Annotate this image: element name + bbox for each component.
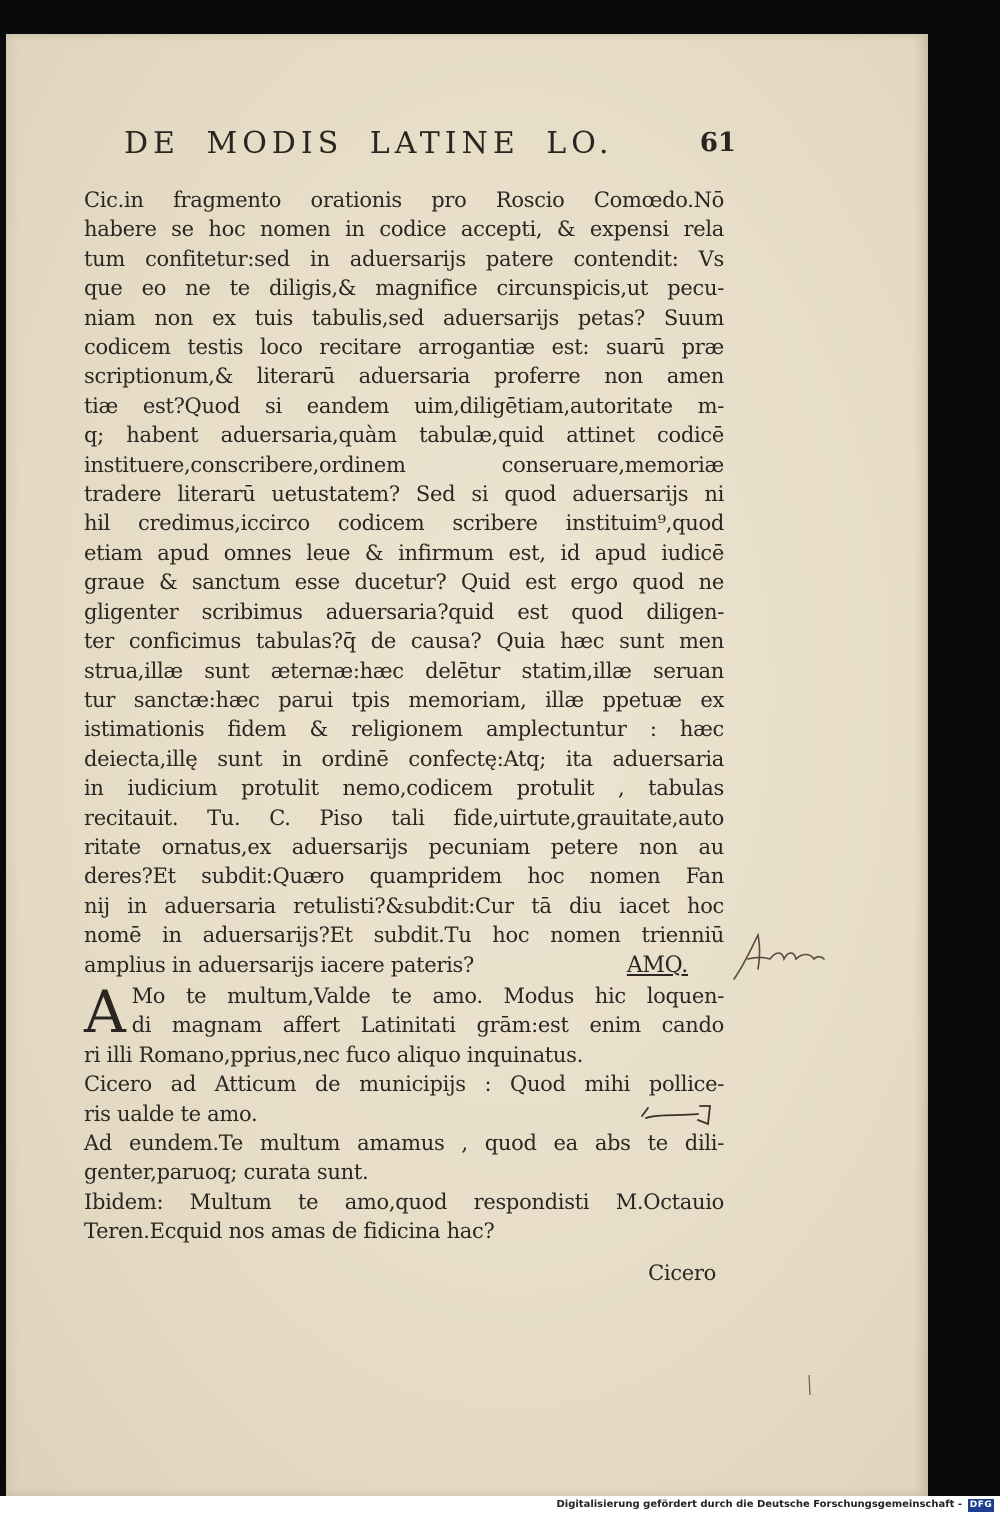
text-line: nij in aduersaria retulisti?&subdit:Cur tā diu iacet hoc — [84, 893, 724, 918]
folio-number: 61 — [699, 128, 736, 158]
text-line: ritate ornatus,ex aduersarijs pecuniam petere non au — [84, 834, 724, 859]
text-line: scriptionum,& literarū aduersaria proferre non amen — [84, 364, 724, 389]
text-line: etiam apud omnes leue & infirmum est, id apud iudicē — [84, 540, 724, 565]
text-line-last: amplius in aduersarijs iacere pateris? — [84, 952, 474, 977]
text-line — [84, 951, 724, 980]
paragraph-roscio — [84, 186, 724, 980]
text-line: ris ualde te amo. — [84, 1101, 258, 1126]
body-text — [84, 186, 724, 1288]
text-line: que eo ne te diligis,& magnifice circunspicis,ut pecu- — [84, 276, 724, 301]
ink-mark — [638, 1098, 718, 1128]
text-line: tur sanctæ:hæc parui tpis memoriam, illæ ppetuæ ex — [84, 687, 724, 712]
dfg-logo: DFG — [969, 1500, 993, 1510]
page-header — [86, 126, 736, 166]
text-line: Teren.Ecquid nos amas de fidicina hac? — [84, 1219, 495, 1244]
text-line: tiæ est?Quod si eandem uim,diligētiam,autoritate m- — [84, 393, 724, 418]
text-line: recitauit. Tu. C. Piso tali fide,uirtute,grauitate,auto — [84, 805, 724, 830]
text-line: strua,illæ sunt æternæ:hæc delētur statim,illæ seruan — [84, 658, 724, 683]
text-line: niam non ex tuis tabulis,sed aduersarijs petas? Suum — [84, 305, 724, 330]
paragraph-amo — [84, 977, 724, 1288]
text-line: deres?Et subdit:Quæro quampridem hoc nomen Fan — [84, 864, 724, 889]
text-line: ter conficimus tabulas?q̄ de causa? Quia hæc sunt men — [84, 629, 724, 654]
text-line: di magnam affert Latinitati grām:est enim cando — [131, 1013, 724, 1038]
text-line: in iudicium protulit nemo,codicem protulit , tabulas — [84, 776, 724, 801]
book-page — [6, 34, 928, 1496]
text-line: habere se hoc nomen in codice accepti, & expensi rela — [84, 217, 724, 242]
text-line: Mo te multum,Valde te amo. Modus hic loquen- — [131, 983, 724, 1008]
text-line: Cicero ad Atticum de municipijs : Quod mihi pollice- — [84, 1072, 724, 1097]
text-line: istimationis fidem & religionem amplectuntur : hæc — [84, 717, 724, 742]
text-line: deiecta,illę sunt in ordinē confectę:Atq; ita aduersaria — [84, 746, 724, 771]
text-line: gligenter scribimus aduersaria?quid est quod diligen- — [84, 599, 724, 624]
text-line: instituere,conscribere,ordinem conseruare,memoriæ — [84, 452, 724, 477]
text-line: Ad eundem.Te multum amamus , quod ea abs te dili- — [84, 1131, 724, 1155]
text-line: genter,paruoq; curata sunt. — [84, 1160, 369, 1185]
entry-heading: AMQ. — [626, 952, 688, 978]
drop-capital: A — [84, 977, 126, 1046]
text-line: Cic.in fragmento orationis pro Roscio Comœdo.Nō — [84, 188, 724, 212]
footer-credit: Digitalisierung gefördert durch die Deutsche Forschungsgemeinschaft - — [556, 1499, 962, 1510]
ink-tick-mark — [806, 1374, 812, 1396]
text-line: Ibidem: Multum te amo,quod respondisti M.Octauio — [84, 1189, 724, 1214]
text-line: q; habent aduersaria,quàm tabulæ,quid attinet codicē — [84, 423, 724, 448]
handwritten-margin-note — [730, 929, 830, 984]
text-line: graue & sanctum esse ducetur? Quid est ergo quod ne — [84, 570, 724, 595]
text-line: hil credimus,iccirco codicem scribere instituim⁹,quod — [84, 511, 724, 536]
text-line: tradere literarū uetustatem? Sed si quod aduersarijs ni — [84, 482, 724, 507]
text-line: nomē in aduersarijs?Et subdit.Tu hoc nomen trienniū — [84, 923, 724, 948]
running-title: DE MODIS LATINE LO. — [124, 126, 614, 161]
text-line: codicem testis loco recitare arrogantiæ est: suarū præ — [84, 335, 724, 360]
text-line: tum confitetur:sed in aduersarijs patere contendit: Vs — [84, 246, 724, 271]
digitization-footer — [0, 1496, 1000, 1516]
text-line: ri illi Romano,pprius,nec fuco aliquo inquinatus. — [84, 1042, 584, 1067]
catchword: Cicero — [648, 1260, 716, 1285]
